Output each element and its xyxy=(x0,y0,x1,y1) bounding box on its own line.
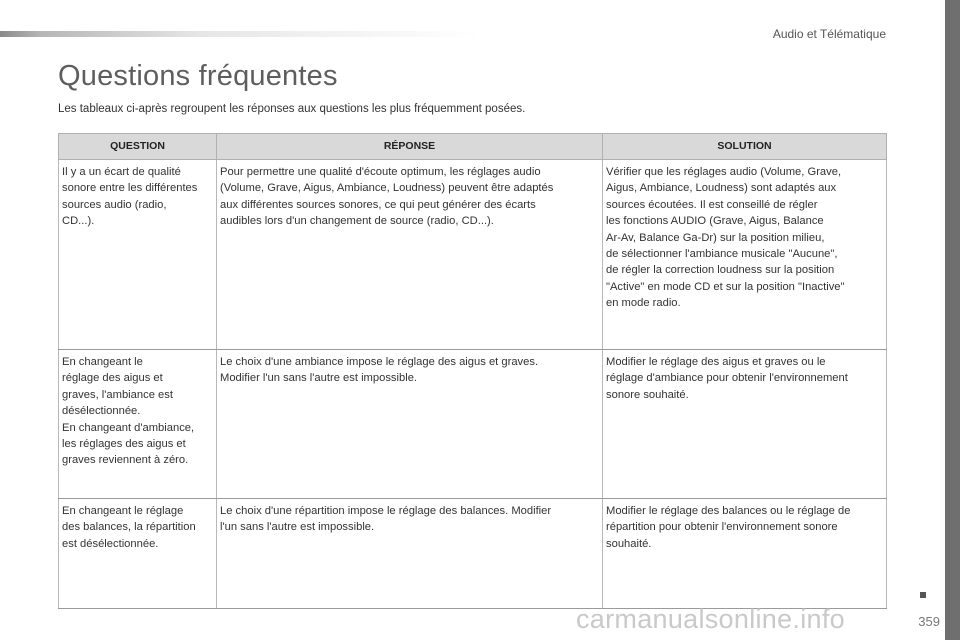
page-edge-strip xyxy=(945,0,960,640)
question-cell: En changeant le réglage des aigus et graves, l'ambiance est désélectionnée. En changeant d'ambiance, les réglages des aigus et graves reviennent à zéro. xyxy=(59,350,217,499)
answer-cell: Pour permettre une qualité d'écoute optimum, les réglages audio (Volume, Grave, Aigus, Ambiance, Loudness) peuvent être adaptés aux différentes sources sonores, ce qui peut générer des écarts audibles lors d'un changement de source (radio, CD...). xyxy=(217,160,603,350)
intro-text: Les tableaux ci-après regroupent les réponses aux questions les plus fréquemment posées. xyxy=(58,103,526,115)
page-number: 359 xyxy=(918,614,940,629)
column-header-question: QUESTION xyxy=(59,134,217,160)
answer-cell: Le choix d'une répartition impose le réglage des balances. Modifier l'un sans l'autre est impossible. xyxy=(217,499,603,609)
section-title: Audio et Télématique xyxy=(772,27,886,41)
table-row xyxy=(59,350,887,499)
answer-cell: Le choix d'une ambiance impose le réglage des aigus et graves. Modifier l'un sans l'autre est impossible. xyxy=(217,350,603,499)
table-row xyxy=(59,499,887,609)
watermark: carmanualsonline.info xyxy=(576,604,845,634)
header-decoration-bar xyxy=(0,31,480,37)
solution-cell: Modifier le réglage des aigus et graves ou le réglage d'ambiance pour obtenir l'environnement sonore souhaité. xyxy=(603,350,887,499)
solution-cell: Vérifier que les réglages audio (Volume, Grave, Aigus, Ambiance, Loudness) sont adaptés aux sources écoutées. Il est conseillé de régler les fonctions AUDIO (Grave, Aigus, Balance Ar-Av, Balance Ga-Dr) sur la position milieu, de sélectionner l'ambiance musicale "Aucune", de régler la correction loudness sur la position "Active" en mode CD et sur la position "Inactive" en mode radio. xyxy=(603,160,887,350)
question-cell: Il y a un écart de qualité sonore entre les différentes sources audio (radio, CD...). xyxy=(59,160,217,350)
column-header-solution: SOLUTION xyxy=(603,134,887,160)
page-title: Questions fréquentes xyxy=(58,60,338,92)
end-of-page-square-icon xyxy=(920,592,926,598)
solution-cell: Modifier le réglage des balances ou le réglage de répartition pour obtenir l'environnement sonore souhaité. xyxy=(603,499,887,609)
table-row xyxy=(59,160,887,350)
question-cell: En changeant le réglage des balances, la répartition est désélectionnée. xyxy=(59,499,217,609)
faq-table xyxy=(58,133,887,609)
table-header-row xyxy=(59,134,887,160)
column-header-answer: RÉPONSE xyxy=(217,134,603,160)
